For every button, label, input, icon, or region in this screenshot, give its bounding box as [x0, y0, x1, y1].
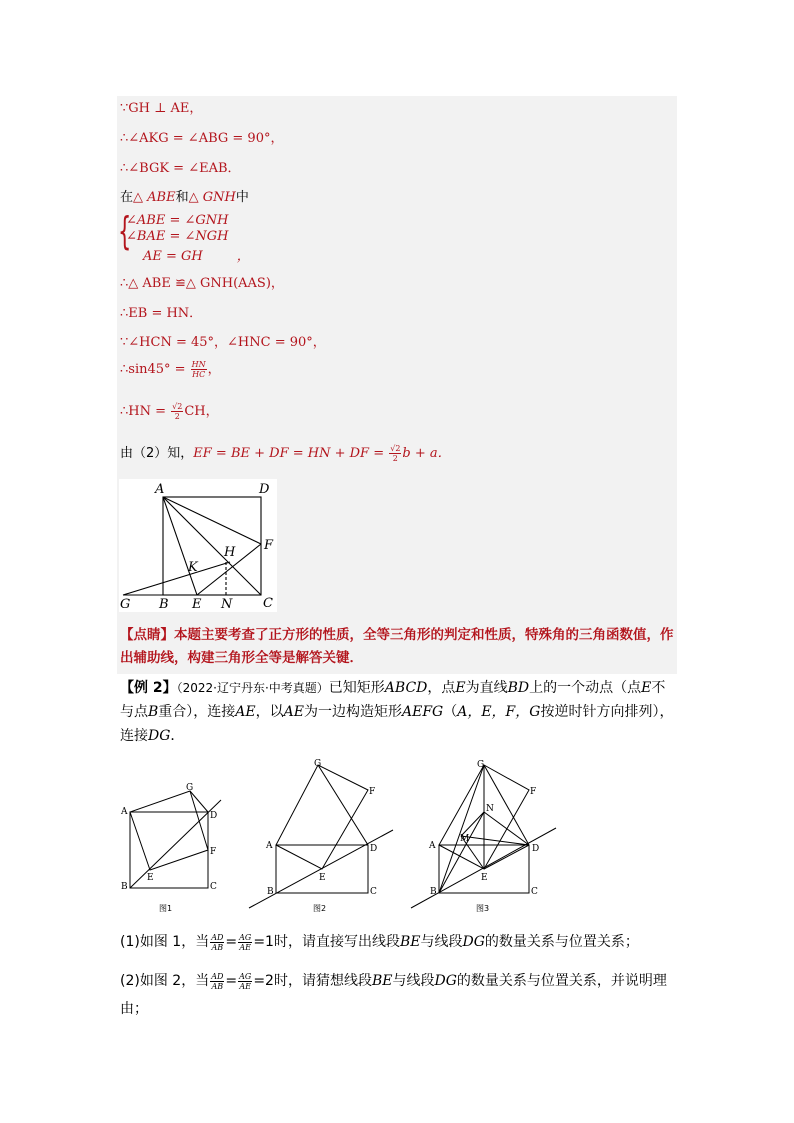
- problem-text-3: 为直线: [465, 680, 508, 696]
- problem-text-8: 为一边构造矩形: [303, 704, 402, 720]
- fig3-label-e: E: [481, 873, 488, 883]
- main-figure-background: [119, 479, 277, 612]
- problem-text-1: 已知矩形: [328, 680, 385, 696]
- proof-line-9-pre: ∴HN =: [120, 404, 171, 419]
- q1-seg-be: BE: [399, 934, 421, 950]
- problem-source: （2022·辽宁丹东·中考真题）: [176, 681, 329, 695]
- label-f: F: [264, 538, 274, 553]
- fig1-label-g: G: [186, 783, 194, 793]
- problem-rect-aefg: AEFG: [401, 704, 444, 720]
- fig3-label-b: B: [430, 887, 437, 897]
- note-text: 本题主要考查了正方形的性质，全等三角形的判定和性质，特殊角的三角函数值，作出辅助线，构建三角形全等是解答关键．: [120, 627, 674, 666]
- q2-post: 的数量关系与位置关系，并说明理: [456, 973, 667, 989]
- q2-frac-ag: AG: [239, 971, 252, 981]
- proof-line-8-pre: ∴sin45° =: [120, 362, 190, 377]
- q2-frac-ab: AB: [211, 981, 224, 991]
- problem-line-bd: BD: [507, 680, 530, 696]
- proof-line-10-eq: EF = BE + DF = HN + DF =: [193, 446, 389, 461]
- q2-fraction-ad-ab: [210, 972, 224, 991]
- q2-frac-ad: AD: [211, 971, 224, 981]
- q2-seg-dg: DG: [434, 973, 457, 989]
- proof-line-7: ∵∠HCN = 45°，∠HNC = 90°，: [120, 335, 326, 350]
- fig1-caption: 图1: [159, 904, 173, 913]
- q1-seg-dg: DG: [462, 934, 485, 950]
- q2-pre: (2)如图 2，当: [120, 973, 210, 989]
- problem-point-e: E: [455, 680, 466, 696]
- fig2-label-g: G: [314, 759, 322, 769]
- label-c: C: [263, 596, 273, 611]
- label-b: B: [159, 597, 169, 612]
- label-n: N: [221, 597, 233, 612]
- problem-point-b: B: [148, 704, 159, 720]
- fig1-label-b: B: [121, 882, 128, 892]
- system-brace: {: [118, 209, 132, 253]
- q1-fraction-ad-ab: [210, 933, 224, 952]
- fig3-label-n: N: [486, 804, 494, 814]
- label-k: K: [188, 560, 198, 575]
- proof-line-6: ∴EB = HN．: [120, 306, 203, 321]
- proof-line-4-mid: 和: [175, 190, 189, 205]
- system-line-2: ∠BAE = ∠NGH: [126, 229, 229, 244]
- fig3-label-f: F: [530, 787, 537, 797]
- q1-frac-ag: AG: [239, 932, 252, 942]
- proof-line-8-post: ，: [207, 362, 221, 377]
- proof-line-4-pre: 在: [120, 190, 134, 205]
- fig1-label-c: C: [210, 882, 217, 892]
- fig2-label-c: C: [370, 887, 377, 897]
- proof-line-10-post: b + a．: [402, 446, 451, 461]
- fraction-hn: HN: [191, 360, 206, 369]
- system-line-3-tail: ，: [236, 249, 250, 264]
- fig1-label-f: F: [210, 847, 217, 857]
- proof-line-3: ∴∠BGK = ∠EAB．: [120, 161, 241, 176]
- q2-fraction-ag-ae: [238, 972, 252, 991]
- q2-value: =2时，请猜想线段: [253, 973, 372, 989]
- note-tag: 【点睛】: [120, 627, 174, 643]
- problem-order: A，E，F，G: [457, 704, 541, 720]
- q1-frac-ad: AD: [211, 932, 224, 942]
- proof-line-9-post: CH，: [184, 404, 219, 419]
- fig3-caption: 图3: [476, 904, 490, 913]
- fig2-label-e: E: [319, 873, 326, 883]
- fig2-rect-aefg: [276, 765, 368, 869]
- problem-seg-ae-2: AE: [283, 704, 304, 720]
- fig3-label-m: M: [460, 834, 470, 844]
- problem-text-2: ，点: [427, 680, 456, 696]
- problem-seg-dg: DG: [148, 728, 171, 744]
- fraction-2: 2: [174, 412, 180, 421]
- fraction-sqrt2: √2: [172, 402, 183, 411]
- figure-1-labels: [120, 783, 217, 913]
- proof-line-1: ∵GH ⊥ AE，: [120, 101, 203, 116]
- system-line-1: ∠ABE = ∠GNH: [126, 213, 229, 228]
- q1-pre: (1)如图 1，当: [120, 934, 210, 950]
- fig2-label-d: D: [370, 844, 378, 854]
- fig2-label-f: F: [369, 787, 376, 797]
- label-d: D: [259, 482, 270, 497]
- problem-statement: [120, 676, 676, 748]
- q2-mid: 与线段: [392, 973, 435, 989]
- fig3-label-c: C: [531, 887, 538, 897]
- fig2-label-b: B: [267, 887, 274, 897]
- problem-rect-abcd: ABCD: [384, 680, 428, 696]
- system-line-3-eq: AE = GH: [143, 249, 203, 264]
- q1-frac-ab: AB: [211, 942, 224, 952]
- q2-seg-be: BE: [371, 973, 393, 989]
- q2-frac-ae: AE: [239, 981, 252, 991]
- q1-value: =1时，请直接写出线段: [253, 934, 400, 950]
- fig3-label-d: D: [532, 844, 540, 854]
- triangle-abe: △ ABE: [133, 190, 176, 205]
- fig1-rect-aefg: [130, 791, 208, 870]
- fig1-label-d: D: [210, 811, 218, 821]
- question-1: [120, 930, 676, 954]
- fig1-line-bd: [130, 800, 221, 888]
- label-a: A: [155, 482, 165, 497]
- label-h: H: [224, 545, 236, 560]
- fig3-segment-gb: [439, 765, 484, 893]
- fig2-label-a: A: [266, 841, 273, 851]
- problem-text-5: 不与点: [120, 680, 666, 720]
- triangle-gnh: △ GNH: [188, 190, 236, 205]
- label-e: E: [192, 597, 202, 612]
- fig3-segment-bn: [439, 812, 484, 893]
- proof-line-4-post: 中: [235, 190, 249, 205]
- fig3-label-a: A: [429, 841, 436, 851]
- proof-line-2: ∴∠AKG = ∠ABG = 90°，: [120, 131, 284, 146]
- problem-point-e-2: E: [641, 680, 652, 696]
- problem-text-4: 上的一个动点（点: [529, 680, 642, 696]
- problem-text-9: （: [443, 704, 458, 720]
- note-paragraph: [120, 624, 676, 670]
- problem-tag: 【例 2】: [120, 680, 177, 696]
- problem-seg-ae: AE: [235, 704, 256, 720]
- fig1-label-a: A: [121, 807, 128, 817]
- problem-text-11: ．: [170, 728, 185, 744]
- q2-eq: =: [225, 973, 238, 989]
- figure-1: [130, 791, 221, 888]
- q2-continuation: 由；: [120, 1001, 148, 1017]
- proof-line-10-pre: 由（2）知，: [120, 446, 194, 461]
- fig3-label-g: G: [477, 760, 485, 770]
- fraction-2-b: 2: [392, 454, 398, 463]
- problem-text-6: 重合），连接: [158, 704, 236, 720]
- proof-line-5: ∴△ ABE ≌△ GNH(AAS)，: [120, 276, 284, 291]
- label-g: G: [120, 597, 131, 612]
- q1-eq: =: [225, 934, 238, 950]
- question-2: [120, 967, 676, 1023]
- q1-post: 的数量关系与位置关系；: [484, 934, 639, 950]
- q1-fraction-ag-ae: [238, 933, 252, 952]
- q1-frac-ae: AE: [239, 942, 252, 952]
- fraction-sqrt2-b: √2: [390, 444, 401, 453]
- fig2-caption: 图2: [313, 904, 327, 913]
- q1-mid: 与线段: [420, 934, 463, 950]
- fig1-label-e: E: [147, 873, 154, 883]
- fraction-hc: HC: [192, 370, 206, 379]
- problem-text-10: 按逆时针方向排列），连接: [120, 704, 674, 744]
- problem-text-7: ，以: [255, 704, 284, 720]
